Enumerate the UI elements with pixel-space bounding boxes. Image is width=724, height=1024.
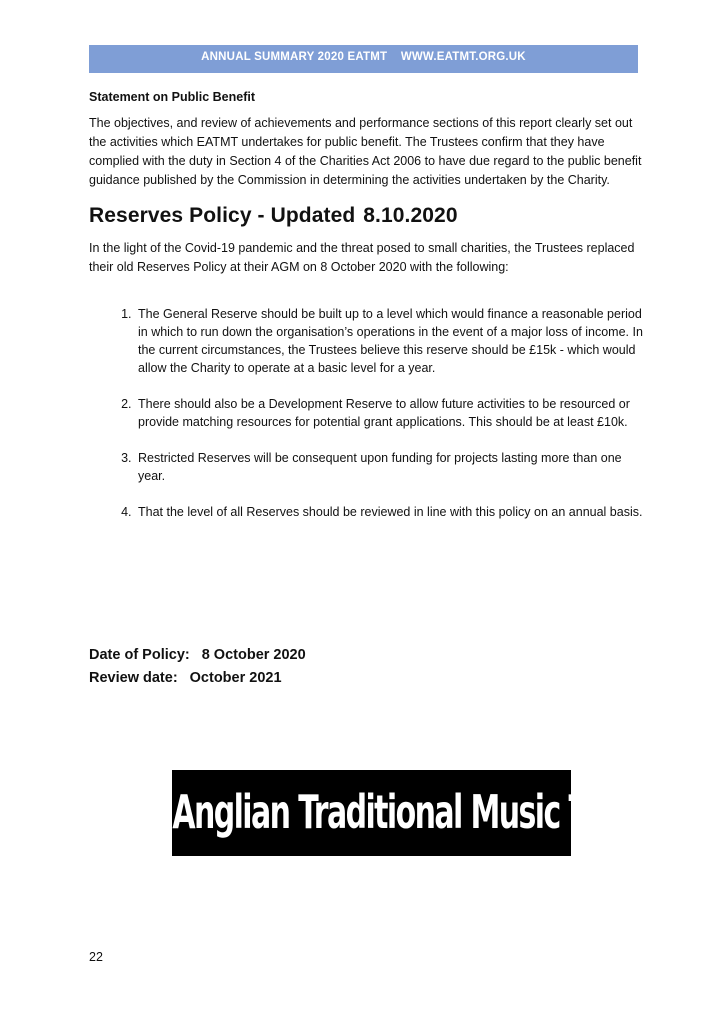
page-content xyxy=(89,90,649,539)
reserves-list-item: 2. There should also be a Development Reserve to allow future activities to be resourced or provide matching resources for potential grant applications. This should be at least £10k. xyxy=(135,395,649,431)
reserves-list xyxy=(89,305,649,521)
public-benefit-heading: Statement on Public Benefit xyxy=(89,90,255,104)
reserves-policy-updated-date: 8.10.2020 xyxy=(363,204,458,227)
policy-dates xyxy=(89,644,306,690)
eatmt-logo xyxy=(96,770,647,856)
review-date-row xyxy=(89,667,306,690)
public-benefit-body: The objectives, and review of achievements and performance sections of this report clearly set out the activities which EATMT undertakes for public benefit. The Trustees confirm that they have complied with the duty in Section 4 of the Charities Act 2006 to have due regard to the public benefit guidance published by the Commission in determining the activities undertaken by the Charity. xyxy=(89,116,642,187)
date-of-policy-label: Date of Policy: xyxy=(89,647,190,663)
date-of-policy-value: 8 October 2020 xyxy=(201,647,306,663)
reserves-policy-heading xyxy=(89,204,649,228)
date-of-policy-row xyxy=(89,644,306,667)
reserves-intro: In the light of the Covid-19 pandemic and the threat posed to small charities, the Trustees replaced their old Reserves Policy at their AGM on 8 October 2020 with the following: xyxy=(89,241,635,274)
header-banner xyxy=(89,45,638,73)
review-date-label: Review date: xyxy=(89,670,178,686)
reserves-list-item: 4. That the level of all Reserves should be reviewed in line with this policy on an annual basis. xyxy=(135,503,649,521)
reserves-policy-title: Reserves Policy - Updated xyxy=(89,204,356,227)
page-number: 22 xyxy=(89,950,103,964)
reserves-list-item: 1. The General Reserve should be built up to a level which would finance a reasonable period in which to run down the organisation’s operations in the event of a major loss of income. In the current circumstances, the Trustees believe this reserve should be £15k - which would allow the Charity to operate at a basic level for a year. xyxy=(135,305,649,377)
header-report-title: ANNUAL SUMMARY 2020 EATMT xyxy=(201,51,388,63)
reserves-list-item: 3. Restricted Reserves will be consequent upon funding for projects lasting more than one year. xyxy=(135,449,649,485)
header-website: WWW.EATMT.ORG.UK xyxy=(400,51,526,63)
logo-text: East Anglian Traditional Music Trust xyxy=(96,785,647,841)
review-date-value: October 2021 xyxy=(189,670,282,686)
